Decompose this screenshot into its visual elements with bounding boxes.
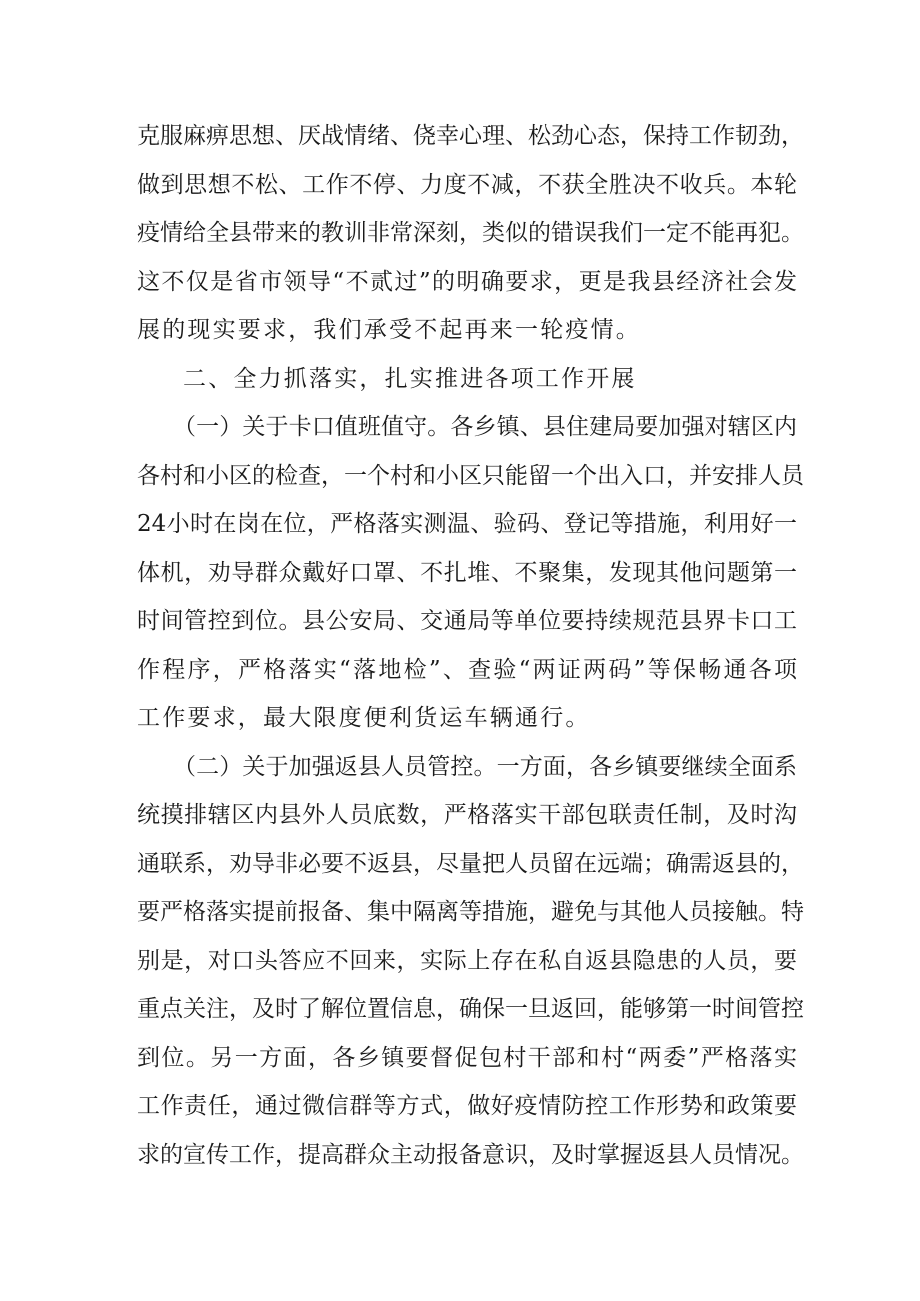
paragraph-line: 统摸排辖区内县外人员底数，严格落实干部包联责任制，及时沟 [137,802,797,828]
paragraph-line: 克服麻痹思想、厌战情绪、侥幸心理、松劲心态，保持工作韧劲， [137,123,804,149]
paragraph-line: 别是，对口头答应不回来，实际上存在私自返县隐患的人员，要 [137,947,797,974]
paragraph-line: 各村和小区的检查，一个村和小区只能留一个出入口，并安排人员 [137,462,804,489]
paragraph-line: 体机，劝导群众戴好口罩、不扎堆、不聚集，发现其他问题第一 [137,559,797,586]
paragraph-line: 这不仅是省市领导“不贰过”的明确要求，更是我县经济社会发 [137,268,797,295]
document-body [137,112,804,1179]
paragraph-line: （二）关于加强返县人员管控。一方面，各乡镇要继续全面系 [173,753,797,780]
paragraph-line: 工作要求，最大限度便利货运车辆通行。 [137,705,591,731]
paragraph-line: 重点关注，及时了解位置信息，确保一旦返回，能够第一时间管控 [137,996,804,1022]
paragraph-line: 展的现实要求，我们承受不起再来一轮疫情。 [137,317,641,343]
paragraph-line: 工作责任，通过微信群等方式，做好疫情防控工作形势和政策要 [137,1093,797,1119]
paragraph-line: 到位。另一方面，各乡镇要督促包村干部和村“两委”严格落实 [137,1044,797,1071]
paragraph-line: 疫情给全县带来的教训非常深刻，类似的错误我们一定不能再犯。 [137,220,804,246]
paragraph-line: 24小时在岗在位，严格落实测温、验码、登记等措施，利用好一 [137,511,797,537]
paragraph-line: 做到思想不松、工作不停、力度不减，不获全胜决不收兵。本轮 [137,171,797,198]
paragraph-line: 时间管控到位。县公安局、交通局等单位要持续规范县界卡口工 [137,608,797,634]
section-heading: 二、全力抓落实，扎实推进各项工作开展 [183,365,637,392]
paragraph-line: 要严格落实提前报备、集中隔离等措施，避免与其他人员接触。特 [137,899,804,925]
paragraph-line: （一）关于卡口值班值守。各乡镇、县住建局要加强对辖区内 [173,414,797,440]
paragraph-line: 求的宣传工作，提高群众主动报备意识，及时掌握返县人员情况。 [137,1141,804,1168]
paragraph-line: 作程序，严格落实“落地检”、查验“两证两码”等保畅通各项 [137,656,797,683]
paragraph-line: 通联系，劝导非必要不返县，尽量把人员留在远端；确需返县的， [137,850,804,877]
